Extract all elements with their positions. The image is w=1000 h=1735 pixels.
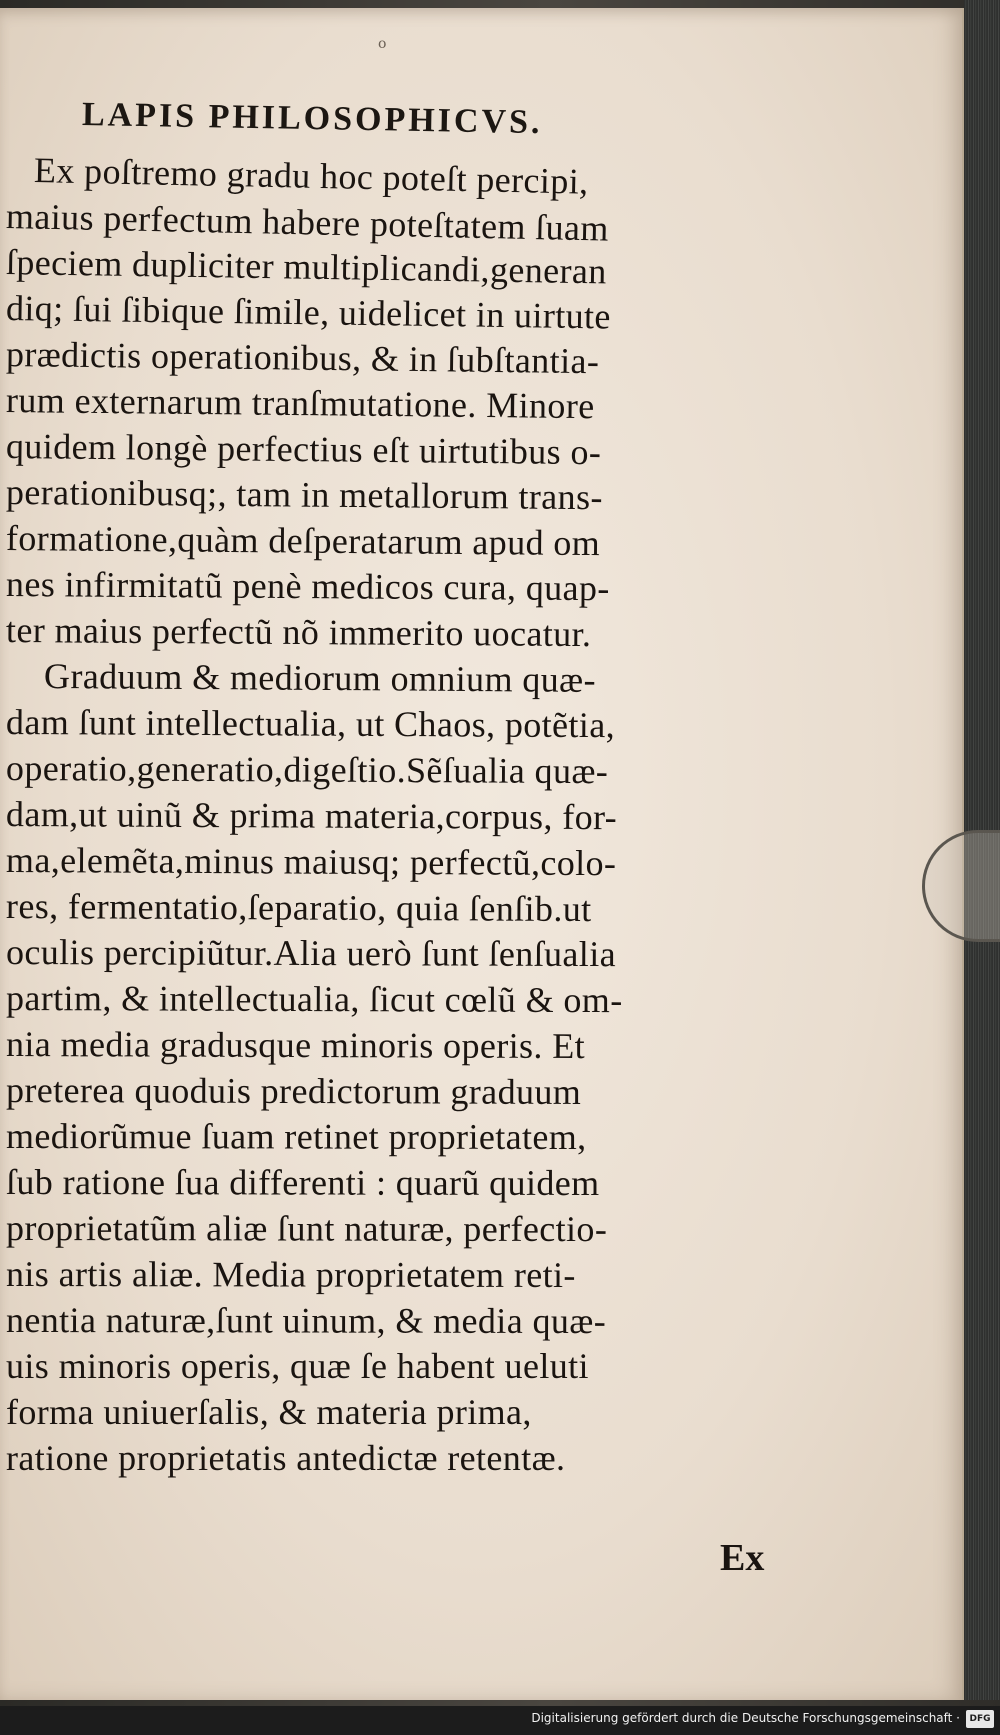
text-line: ratione proprietatis antedictæ retentæ. <box>6 1438 566 1478</box>
text-line: ſub ratione ſua differenti : quarũ quidem <box>5 1162 600 1204</box>
text-line: diq; ſui ſibique ſimile, uidelicet in uirtute <box>5 288 612 337</box>
funding-notice: Digitalisierung gefördert durch die Deutsche Forschungsgemeinschaft · <box>531 1711 960 1725</box>
page-mark: o <box>378 36 387 52</box>
dfg-logo: DFG <box>966 1710 994 1728</box>
text-line: formatione,quàm deſperatarum apud om <box>5 518 601 564</box>
text-line: ma,elemẽta,minus maiusq; perfectũ,colo- <box>5 840 617 884</box>
footer-bar <box>0 1706 1000 1735</box>
text-line: nis artis aliæ. Media proprietatem reti- <box>5 1254 576 1295</box>
text-line: prædictis operationibus, & in ſubſtantia- <box>5 334 600 382</box>
book-page <box>0 8 964 1700</box>
text-line: forma uniuerſalis, & materia prima, <box>6 1392 532 1432</box>
running-head: LAPIS PHILOSOPHICVS. <box>81 96 543 142</box>
text-line: perationibusq;, tam in metallorum trans- <box>5 472 604 518</box>
text-line: operatio,generatio,digeſtio.Sẽſualia quæ- <box>5 748 609 792</box>
text-line: proprietatũm aliæ ſunt naturæ, perfectio- <box>5 1208 608 1250</box>
text-line: res, fermentatio,ſeparatio, quia ſenſib.ut <box>5 886 592 930</box>
text-line: rum externarum tranſmutatione. Minore <box>5 380 595 427</box>
text-line: nentia naturæ,ſunt uinum, & media quæ- <box>5 1300 607 1342</box>
text-line: mediorũmue ſuam retinet proprietatem, <box>5 1116 587 1158</box>
text-line: uis minoris operis, quæ ſe habent ueluti <box>6 1346 589 1386</box>
text-line: preterea quoduis predictorum graduum <box>5 1070 582 1113</box>
text-line: quidem longè perfectius eſt uirtutibus o- <box>5 426 602 473</box>
text-line: partim, & intellectualia, ſicut cœlũ & om- <box>5 978 623 1021</box>
text-line: nia media gradusque minoris operis. Et <box>5 1024 586 1067</box>
text-line: dam,ut uinũ & prima materia,corpus, for- <box>5 794 618 838</box>
text-line: Ex poſtremo gradu hoc poteſt percipi, <box>33 150 589 202</box>
text-line: Graduum & mediorum omnium quæ- <box>43 656 597 700</box>
text-line: ter maius perfectũ nõ immerito uocatur. <box>5 610 592 655</box>
text-line: oculis percipiũtur.Alia uerò ſunt ſenſualia <box>5 932 617 975</box>
catchword: Ex <box>720 1537 765 1579</box>
text-line: dam ſunt intellectualia, ut Chaos, potẽtia, <box>5 702 616 746</box>
text-line: nes infirmitatũ penè medicos cura, quap- <box>5 564 610 609</box>
text-line: ſpeciem dupliciter multiplicandi,generan <box>5 242 608 292</box>
text-line: maius perfectum habere poteſtatem ſuam <box>5 196 610 249</box>
